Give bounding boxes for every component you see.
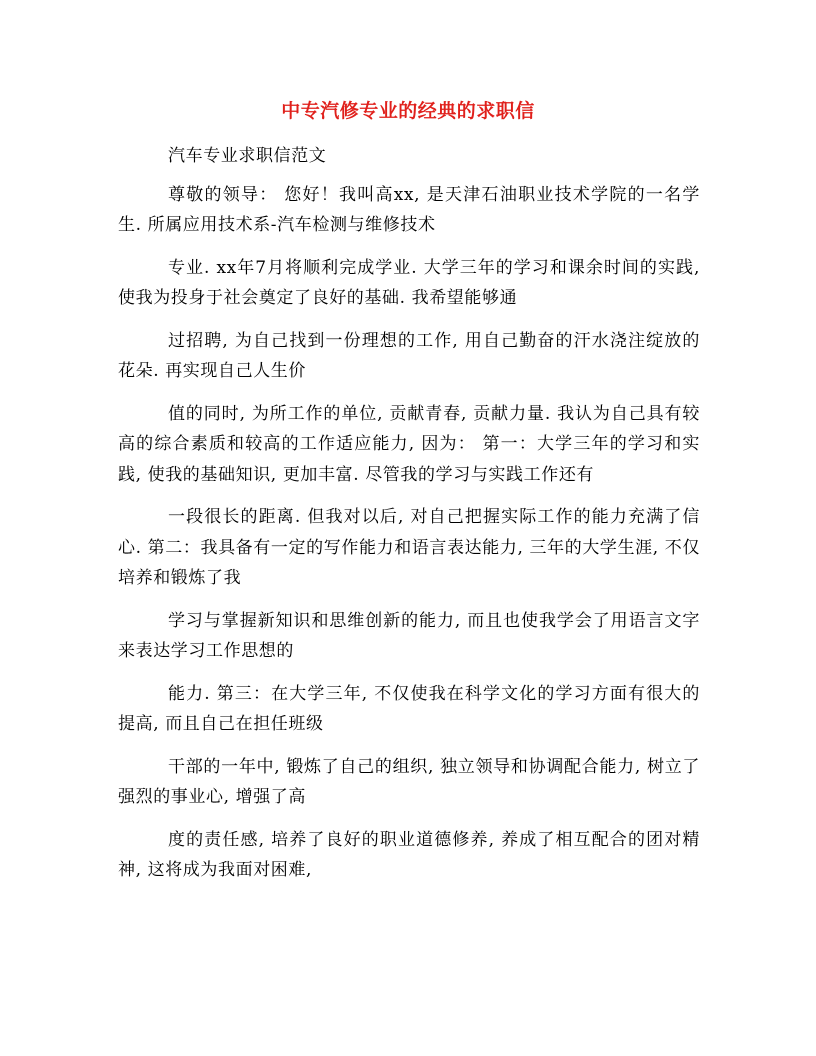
paragraph: 学习与掌握新知识和思维创新的能力, 而且也使我学会了用语言文字来表达学习工作思想的 [118,610,700,661]
paragraph: 专业. xx年7月将顺利完成学业. 大学三年的学习和课余时间的实践, 使我为投身于社会奠定了良好的基础. 我希望能够通 [118,257,700,308]
paragraph: 值的同时, 为所工作的单位, 贡献青春, 贡献力量. 我认为自己具有较高的综合素质和较高的工作适应能力, 因为： 第一：大学三年的学习和实践, 使我的基础知识, 更加丰富. 尽管我的学习与实践工作还有 [118,403,700,485]
paragraph: 一段很长的距离. 但我对以后, 对自己把握实际工作的能力充满了信心. 第二：我具备有一定的写作能力和语言表达能力, 三年的大学生涯, 不仅培养和锻炼了我 [118,507,700,588]
paragraph: 干部的一年中, 锻炼了自己的组织, 独立领导和协调配合能力, 树立了强烈的事业心, 增强了高 [118,756,700,807]
document-body [118,141,700,898]
paragraph: 能力. 第三：在大学三年, 不仅使我在科学文化的学习方面有很大的提高, 而且自己在担任班级 [118,683,700,734]
paragraph: 尊敬的领导： 您好！我叫高xx, 是天津石油职业技术学院的一名学生. 所属应用技术系-汽车检测与维修技术 [118,184,700,235]
paragraph: 过招聘, 为自己找到一份理想的工作, 用自己勤奋的汗水浇注绽放的花朵. 再实现自己人生价 [118,330,700,381]
paragraph: 度的责任感, 培养了良好的职业道德修养, 养成了相互配合的团对精神, 这将成为我面对困难, [118,829,700,880]
document-title: 中专汽修专业的经典的求职信 [281,100,535,122]
paragraph: 汽车专业求职信范文 [168,146,327,166]
